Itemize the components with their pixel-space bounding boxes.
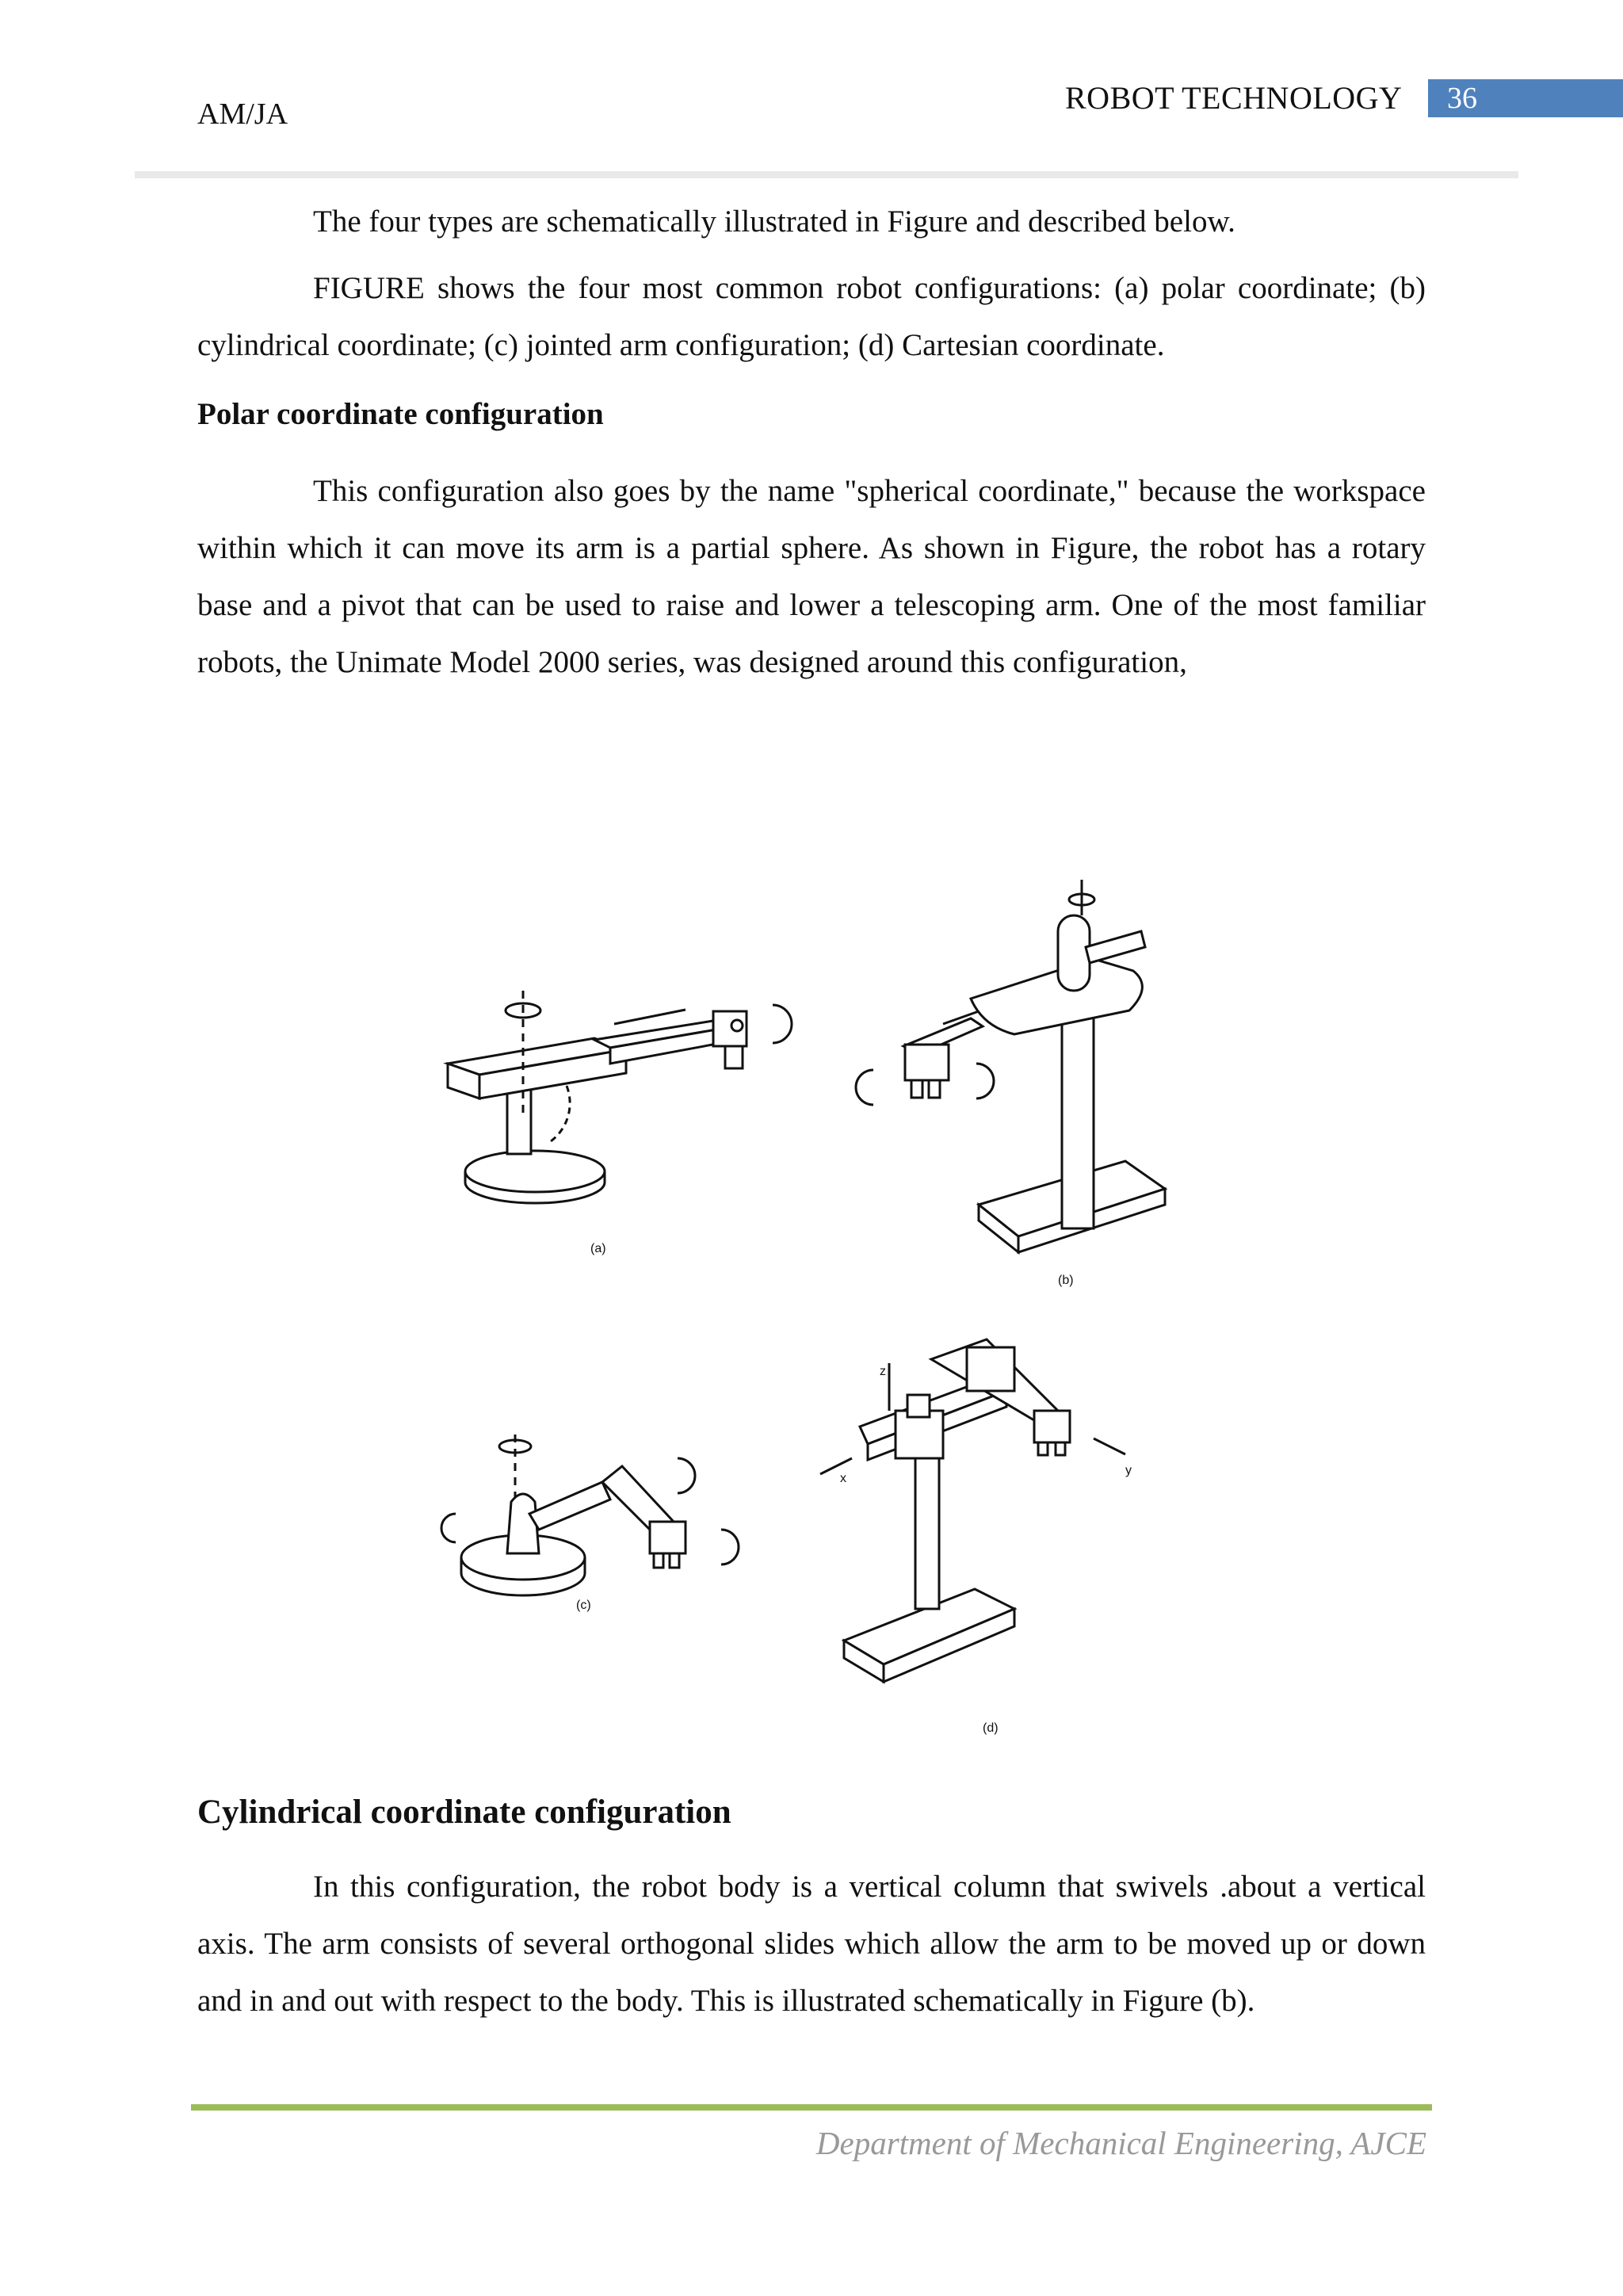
axis-label-z: z: [880, 1365, 886, 1378]
cylindrical-arm-housing: [971, 959, 1142, 1034]
polar-pivot: [507, 1084, 531, 1154]
axis-label-x: x: [840, 1472, 846, 1485]
jointed-arm-robot-illustration: [441, 1435, 739, 1612]
figure-label-d: (d): [983, 1721, 999, 1735]
polar-robot-illustration: [448, 991, 792, 1255]
jointed-arm-upper-link: [529, 1482, 610, 1530]
polar-base: [465, 1151, 605, 1192]
header-title: ROBOT TECHNOLOGY: [1065, 80, 1403, 116]
heading-polar-coordinate: Polar coordinate configuration: [197, 397, 604, 431]
robot-configurations-figure: [412, 856, 1252, 1752]
figure-label-c: (c): [576, 1599, 591, 1612]
cylindrical-robot-illustration: [856, 880, 1165, 1287]
cartesian-gripper: [1034, 1411, 1070, 1442]
page-number-badge: 36: [1428, 79, 1623, 117]
footer-divider: [191, 2104, 1432, 2111]
header-left-initials: AM/JA: [197, 97, 288, 131]
paragraph-cylindrical-coordinate: In this configuration, the robot body is a vertical column that swivels .about a vertical axis. The arm consists of several orthogonal slides which allow the arm to be moved up or down and in and out with respect to the body. This is illustrated schematically in Figure (b).: [197, 1870, 1426, 2018]
jointed-arm-gripper: [650, 1522, 685, 1553]
paragraph-polar-coordinate: This configuration also goes by the name "spherical coordinate," because the workspace within which it can move its arm is a partial sphere. As shown in Figure, the robot has a rotary base and a pivot that can be used to raise and lower a telescoping arm. One of the most familiar robots, the Unimate Model 2000 series, was designed around this configuration,: [197, 474, 1426, 679]
cartesian-column: [915, 1458, 939, 1609]
header-divider: [135, 171, 1518, 178]
cartesian-robot-illustration: [820, 1339, 1132, 1735]
cylindrical-top-post: [1058, 915, 1090, 991]
axis-label-y: y: [1125, 1464, 1132, 1477]
cylindrical-column: [1062, 1014, 1094, 1228]
figure-label-a: (a): [590, 1242, 606, 1255]
cylindrical-wrist: [905, 1045, 949, 1080]
footer-department: Department of Mechanical Engineering, AJCE: [815, 2125, 1426, 2161]
paragraph-intro: The four types are schematically illustrated in Figure and described below.: [313, 204, 1235, 239]
paragraph-figure-description: FIGURE shows the four most common robot configurations: (a) polar coordinate; (b) cylindrical coordinate; (c) jointed arm configuration; (d) Cartesian coordinate.: [197, 271, 1426, 362]
heading-cylindrical-coordinate: Cylindrical coordinate configuration: [197, 1794, 731, 1831]
figure-label-b: (b): [1058, 1274, 1074, 1287]
